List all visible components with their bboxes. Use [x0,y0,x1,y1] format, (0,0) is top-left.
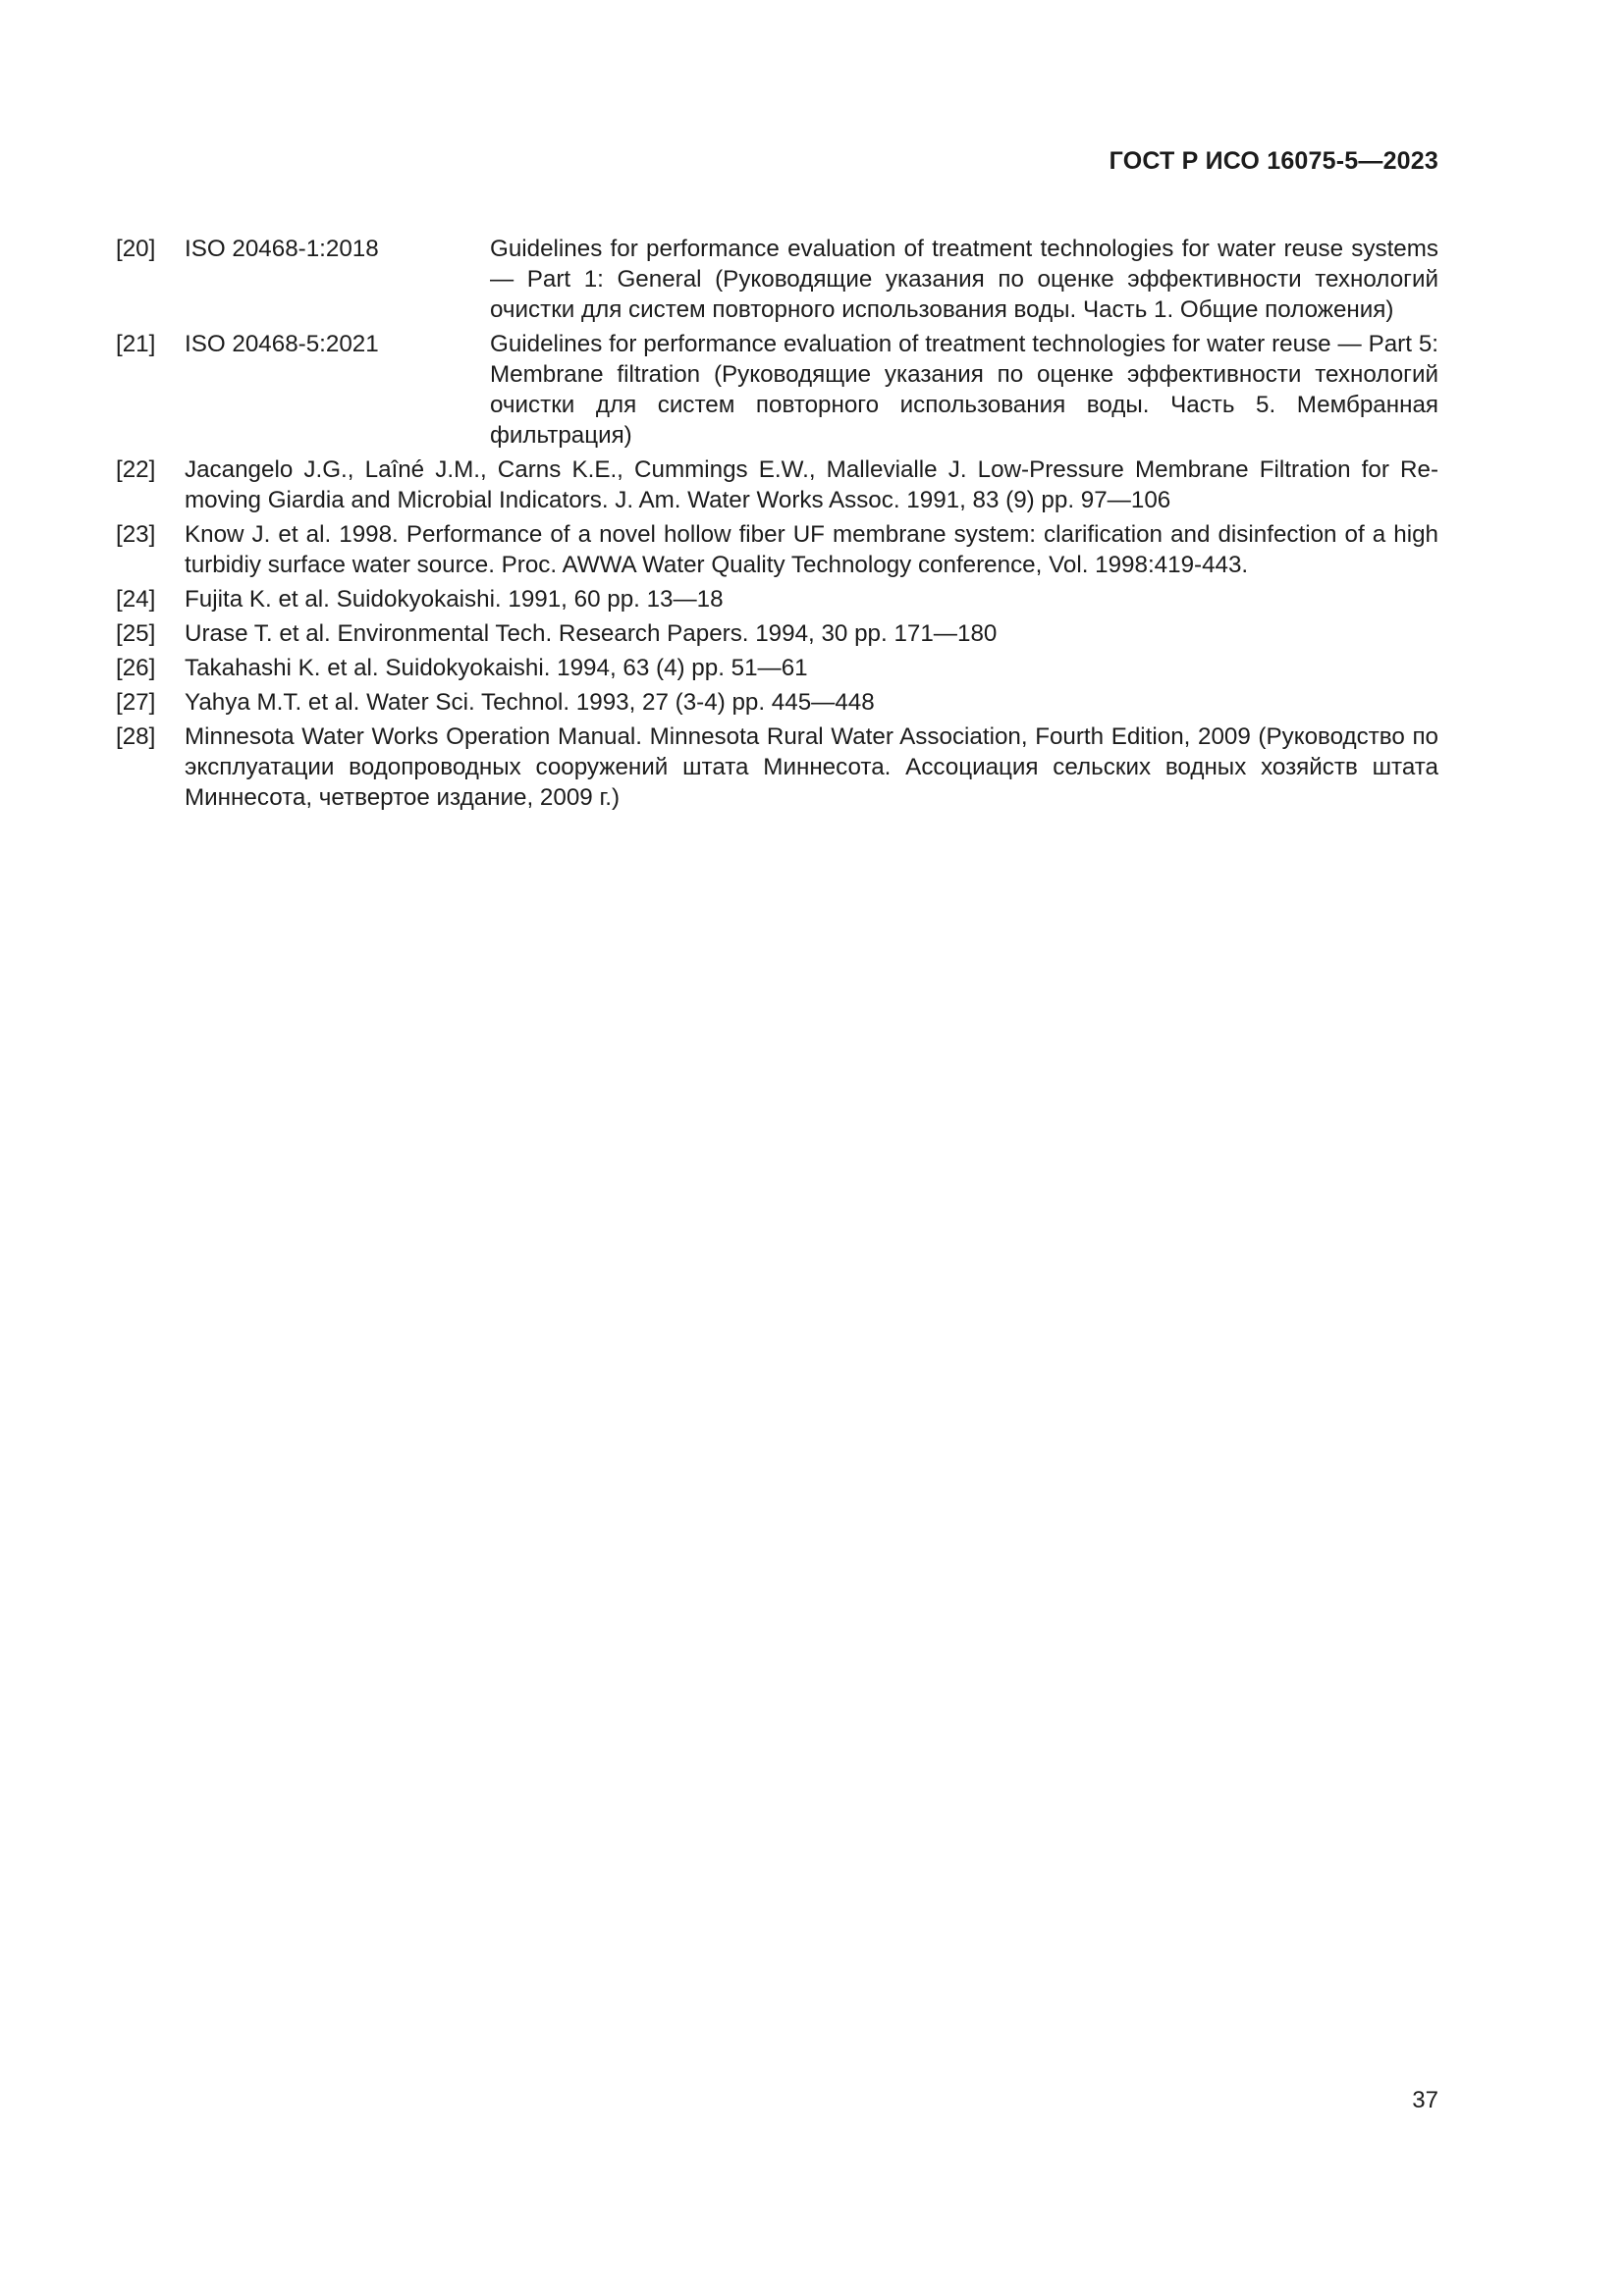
entry-number: [20] [116,236,156,262]
bibliography-entry [116,519,1438,580]
bibliography-entry [116,618,1438,649]
entry-number: [21] [116,331,156,357]
entry-number: [28] [116,723,156,750]
page-number: 37 [1412,2087,1438,2113]
standard-code: ISO 20468-5:2021 [185,331,379,357]
entry-text: Know J. et al. 1998. Performance of a novel hollow fiber UF membrane system: clarification and disinfection of a high turbidiy surface water source. Proc. AWWA Water Quality Technology conference, Vol. 1998:419-443. [185,521,1438,578]
document-id-header: ГОСТ Р ИСО 16075-5—2023 [1109,147,1438,175]
entry-text: Fujita K. et al. Suidokyokaishi. 1991, 60 pp. 13—18 [185,586,724,613]
bibliography-entry [116,454,1438,515]
bibliography-entry [116,584,1438,614]
bibliography-entry [116,653,1438,683]
standard-code: ISO 20468-1:2018 [185,236,379,262]
entry-number: [23] [116,521,156,548]
bibliography-entry [116,687,1438,718]
standard-title: Guidelines for performance evaluation of treatment technologies for water reuse — Part 5: Membrane filtration (Руководящие указания по оценке эффективности технологий очистки для систем повторного использования воды. Часть 5. Мембранная фильтрация) [490,331,1438,449]
entry-text: Jacangelo J.G., Laîné J.M., Carns K.E., Cummings E.W., Mallevialle J. Low-Pressure Membrane Filtration for Removing Giardia and Microbial Indicators. J. Am. Water Works Assoc. 1991, 83 (9) pp. 97—106 [185,456,1438,513]
entry-number: [25] [116,620,156,647]
bibliography-entry [116,329,1438,451]
entry-number: [22] [116,456,156,483]
bibliography-entry [116,234,1438,325]
entry-text: Yahya M.T. et al. Water Sci. Technol. 1993, 27 (3-4) pp. 445—448 [185,689,875,716]
entry-number: [26] [116,655,156,681]
bibliography-list [116,234,1438,817]
entry-text: Urase T. et al. Environmental Tech. Research Papers. 1994, 30 pp. 171—180 [185,620,998,647]
entry-text: Minnesota Water Works Operation Manual. Minnesota Rural Water Association, Fourth Edition, 2009 (Руководство по эксплуатации водопроводных сооружений штата Миннесота. Ассоциация сельских водных хозяйств штата Миннесота, четвертое издание, 2009 г.) [185,723,1438,811]
entry-number: [24] [116,586,156,613]
entry-number: [27] [116,689,156,716]
standard-title: Guidelines for performance evaluation of treatment technologies for water reuse systems — Part 1: General (Руководящие указания по оценке эффективности технологий очистки для систем повторного использования воды. Часть 1. Общие положения) [490,236,1438,323]
entry-text: Takahashi K. et al. Suidokyokaishi. 1994, 63 (4) pp. 51—61 [185,655,808,681]
bibliography-entry [116,721,1438,813]
